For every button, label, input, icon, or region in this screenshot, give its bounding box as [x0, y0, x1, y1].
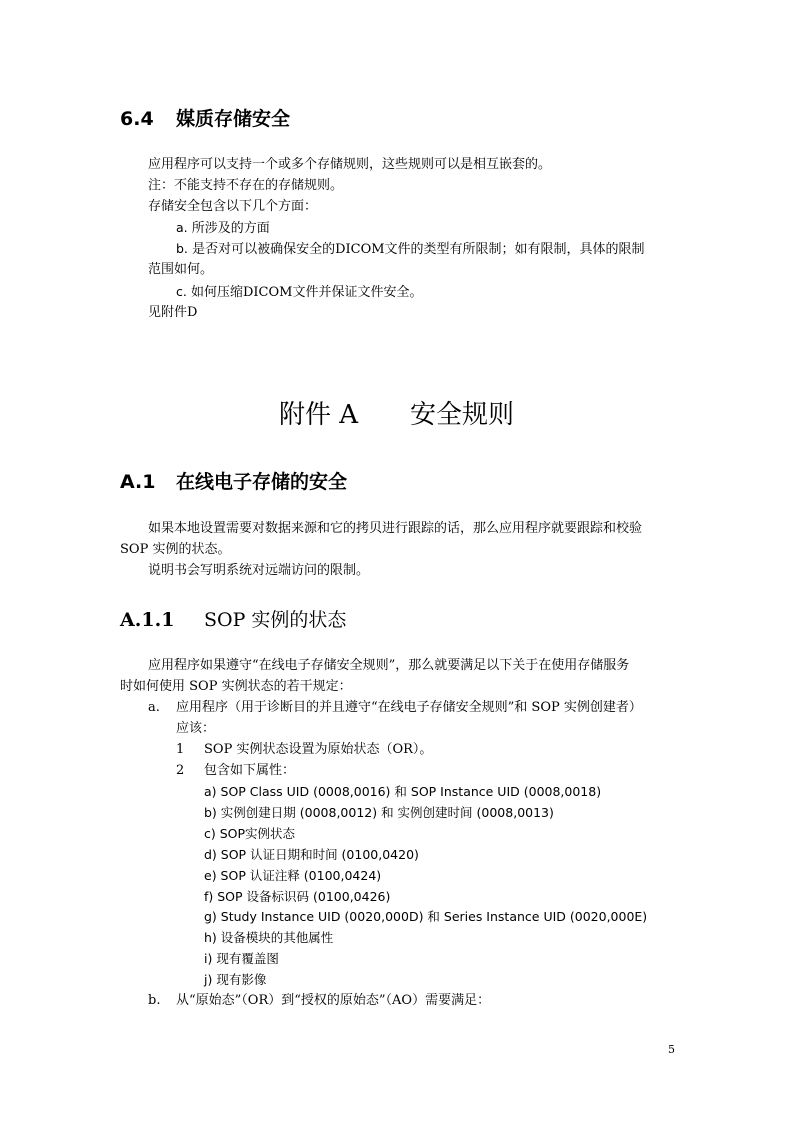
list-item-text: 应用程序（用于诊断目的并且遵守“在线电子存储安全规则”和 SOP 实例创建者）	[176, 700, 642, 715]
paragraph-line: 时如何使用 SOP 实例状态的若干规定：	[120, 679, 352, 694]
paragraph: 说明书会写明系统对远端访问的限制。	[148, 563, 370, 578]
attribute-item: f) SOP 设备标识码 (0100,0426)	[204, 889, 391, 904]
list-item	[176, 238, 645, 260]
list-item-text: 从“原始态”（OR）到“授权的原始态”（AO）需要满足：	[176, 993, 491, 1008]
section-title: 媒质存储安全	[176, 108, 291, 130]
attribute-item: h) 设备模块的其他属性	[204, 930, 334, 945]
list-item-text: 是否对可以被确保安全的DICOM文件的类型有所限制；如有限制，具体的限制	[192, 242, 645, 257]
list-item-continuation: 应该：	[176, 721, 216, 736]
attribute-item: b) 实例创建日期 (0008,0012) 和 实例创建时间 (0008,0013)	[204, 805, 554, 820]
list-item-text: 所涉及的方面	[191, 221, 270, 236]
list-marker: b.	[176, 241, 188, 256]
page-number: 5	[668, 1043, 675, 1056]
attribute-item: e) SOP 认证注释 (0100,0424)	[204, 868, 382, 883]
list-item	[176, 217, 270, 239]
attribute-item: g) Study Instance UID (0020,000D) 和 Series Instance UID (0020,000E)	[204, 909, 648, 924]
list-marker: c.	[176, 284, 187, 299]
paragraph: 存储安全包含以下几个方面：	[148, 199, 318, 214]
paragraph-line: 应用程序如果遵守“在线电子存储安全规则”，那么就要满足以下关于在使用存储服务	[148, 658, 630, 673]
paragraph-line: 如果本地设置需要对数据来源和它的拷贝进行跟踪的话，那么应用程序就要跟踪和校验	[148, 521, 643, 536]
section-title: SOP 实例的状态	[204, 609, 347, 631]
section-a1-1-heading	[120, 605, 346, 632]
appendix-title	[0, 394, 793, 431]
section-number: A.1	[120, 471, 156, 493]
section-title: 在线电子存储的安全	[176, 471, 348, 493]
section-a1-heading	[120, 467, 347, 494]
note-paragraph: 注：不能支持不存在的存储规则。	[148, 178, 344, 193]
attribute-item: d) SOP 认证日期和时间 (0100,0420)	[204, 847, 419, 862]
see-also: 见附件D	[148, 305, 198, 320]
list-item	[176, 281, 422, 303]
attribute-item: j) 现有影像	[204, 972, 267, 987]
attribute-item: a) SOP Class UID (0008,0016) 和 SOP Instance UID (0008,0018)	[204, 784, 602, 799]
sub-item-text: 包含如下属性：	[204, 763, 296, 778]
list-item-continuation: 范围如何。	[148, 262, 214, 277]
sub-item-marker: 1	[176, 742, 185, 757]
section-6-4-heading	[120, 104, 290, 131]
sub-item-marker: 2	[176, 763, 185, 778]
appendix-label: 附件 A	[278, 400, 359, 430]
list-marker: a.	[148, 700, 160, 715]
list-marker: b.	[148, 993, 161, 1008]
list-marker: a.	[176, 220, 188, 235]
list-item-text: 如何压缩DICOM文件并保证文件安全。	[191, 285, 423, 300]
appendix-heading: 安全规则	[410, 400, 515, 430]
sub-item-text: SOP 实例状态设置为原始状态（OR）。	[204, 742, 433, 757]
paragraph: 应用程序可以支持一个或多个存储规则，这些规则可以是相互嵌套的。	[148, 157, 552, 172]
paragraph-line: SOP 实例的状态。	[120, 542, 231, 557]
attribute-item: c) SOP实例状态	[204, 826, 296, 841]
section-number: 6.4	[120, 108, 154, 130]
section-number: A.1.1	[120, 609, 175, 631]
attribute-item: i) 现有覆盖图	[204, 951, 279, 966]
